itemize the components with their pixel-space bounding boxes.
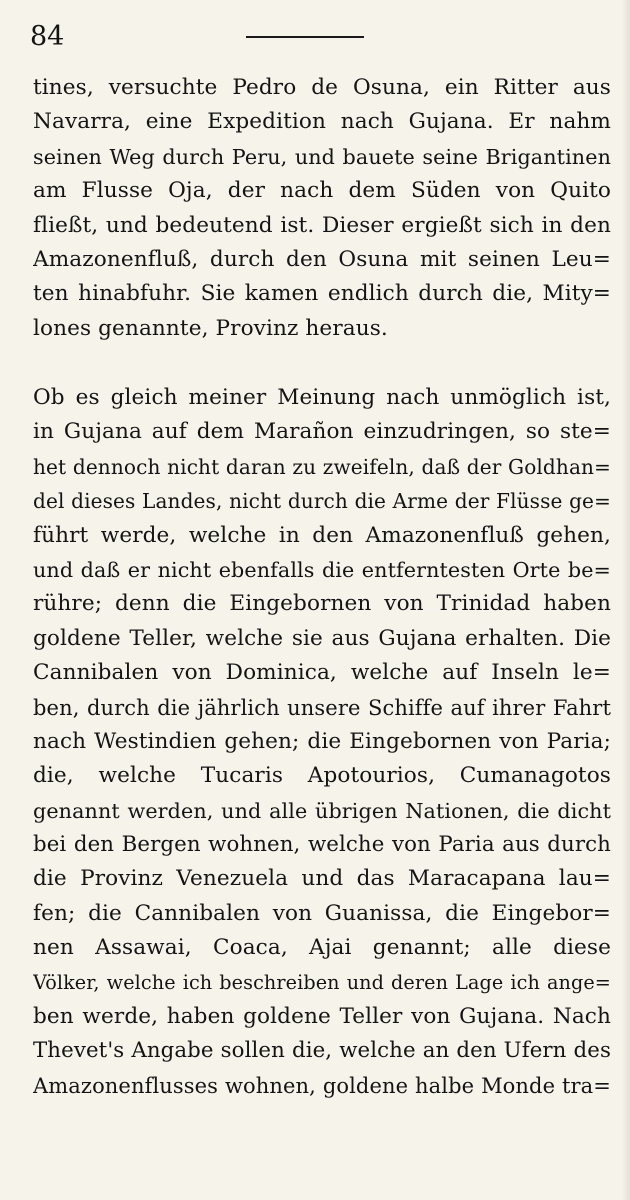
page-number: 84 xyxy=(30,21,65,52)
text-line: goldene Teller, welche sie aus Gujana erhalten. Die xyxy=(33,625,611,651)
text-line: tines, versuchte Pedro de Osuna, ein Ritter aus xyxy=(33,75,611,100)
text-line: seinen Weg durch Peru, und bauete seine Brigantinen xyxy=(33,144,611,169)
text-line: die, welche Tucaris Apotourios, Cumanagotos xyxy=(33,763,611,789)
text-line: rühre; denn die Eingebornen von Trinidad haben xyxy=(33,591,611,617)
text-line: nen Assawai, Coaca, Ajai genannt; alle diese xyxy=(33,935,611,961)
text-line: ben, durch die jährlich unsere Schiffe auf ihrer Fahrt xyxy=(33,695,611,720)
text-line: fen; die Cannibalen von Guanissa, die Eingebor= xyxy=(33,900,611,926)
text-line: in Gujana auf dem Marañon einzudringen, so ste= xyxy=(33,419,611,445)
text-line: genannt werden, und alle übrigen Nationen, die dicht xyxy=(33,798,611,823)
text-line: und daß er nicht ebenfalls die entferntesten Orte be= xyxy=(33,557,611,582)
text-line: Thevet's Angabe sollen die, welche an den Ufern des xyxy=(33,1038,611,1064)
text-line: lones genannte, Provinz heraus. xyxy=(33,315,388,341)
text-line: am Flusse Oja, der nach dem Süden von Quito xyxy=(33,178,611,204)
text-line: nach Westindien gehen; die Eingebornen von Paria; xyxy=(33,728,611,754)
text-line: fließt, und bedeutend ist. Dieser ergießt sich in den xyxy=(33,212,611,238)
text-line: Cannibalen von Dominica, welche auf Inseln le= xyxy=(33,660,611,686)
paragraph-2 xyxy=(33,381,611,1103)
text-line: ben werde, haben goldene Teller von Gujana. Nach xyxy=(33,1004,611,1030)
text-line: die Provinz Venezuela und das Maracapana lau= xyxy=(33,866,611,892)
header-rule xyxy=(246,36,364,38)
text-line: het dennoch nicht daran zu zweifeln, daß der Goldhan= xyxy=(33,454,611,479)
text-line: Ob es gleich meiner Meinung nach unmöglich ist, xyxy=(33,385,611,410)
text-line: Völker, welche ich beschreiben und deren Lage ich ange= xyxy=(33,970,611,994)
text-line: bei den Bergen wohnen, welche von Paria aus durch xyxy=(33,832,611,858)
text-line: Amazonenflusses wohnen, goldene halbe Monde tra= xyxy=(33,1073,611,1098)
text-line: Amazonenfluß, durch den Osuna mit seinen Leu= xyxy=(33,246,611,272)
paragraph-1 xyxy=(33,71,611,346)
text-line: Navarra, eine Expedition nach Gujana. Er nahm xyxy=(33,109,611,135)
text-line: ten hinabfuhr. Sie kamen endlich durch die, Mity= xyxy=(33,281,611,307)
page-edge-shadow xyxy=(622,0,630,1200)
text-line: führt werde, welche in den Amazonenfluß gehen, xyxy=(33,522,611,548)
text-line: del dieses Landes, nicht durch die Arme der Flüsse ge= xyxy=(33,489,611,514)
